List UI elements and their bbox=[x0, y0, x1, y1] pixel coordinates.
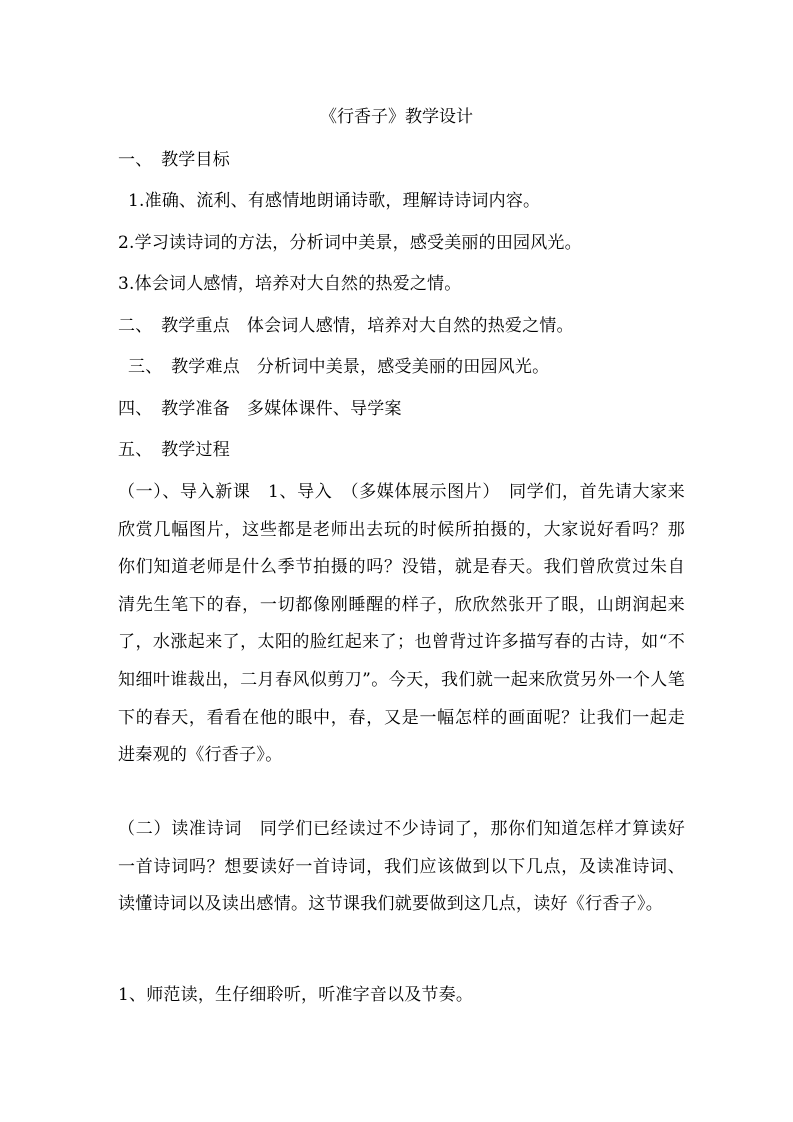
objective-item-3: 3.体会词人感情，培养对大自然的热爱之情。 bbox=[118, 274, 462, 294]
section-key-points bbox=[118, 316, 574, 336]
document-title: 《行香子》教学设计 bbox=[320, 107, 473, 127]
objective-item-1: 1.准确、流利、有感情地朗诵诗歌，理解诗诗词内容。 bbox=[128, 191, 541, 211]
section-heading-objectives: 一、 教学目标 bbox=[118, 150, 230, 170]
section-preparation bbox=[118, 399, 402, 419]
section-heading-preparation: 四、 教学准备 bbox=[118, 399, 230, 419]
section-heading-key-points: 二、 教学重点 bbox=[118, 316, 230, 336]
key-points-text: 体会词人感情，培养对大自然的热爱之情。 bbox=[246, 316, 574, 336]
section-heading-process: 五、 教学过程 bbox=[118, 440, 230, 460]
paragraph-introduction: （一）、导入新课 1、导入 （多媒体展示图片） 同学们，首先请大家来欣赏几幅图片，这些都是老师出去玩的时候所拍摄的，大家说好看吗？那你们知道老师是什么季节拍摄的吗？没错，就是春天。我们曾欣赏过朱自清先生笔下的春，一切都像刚睡醒的样子，欣欣然张开了眼，山朗润起来了，水涨起来了，太阳的脸红起来了；也曾背过许多描写春的古诗，如“不知细叶谁裁出，二月春风似剪刀”。今天，我们就一起来欣赏另外一个人笔下的春天，看看在他的眼中，春，又是一幅怎样的画面呢？让我们一起走进秦观的《行香子》。 bbox=[118, 482, 685, 766]
section-difficulties bbox=[128, 357, 549, 377]
objective-item-2: 2.学习读诗词的方法，分析词中美景，感受美丽的田园风光。 bbox=[118, 233, 582, 253]
difficulties-text: 分析词中美景，感受美丽的田园风光。 bbox=[256, 357, 550, 377]
preparation-text: 多媒体课件、导学案 bbox=[246, 399, 402, 419]
paragraph-reading: （二）读准诗词 同学们已经读过不少诗词了，那你们知道怎样才算读好一首诗词吗？想要读好一首诗词，我们应该做到以下几点，及读准诗词、读懂诗词以及读出感情。这节课我们就要做到这几点，读好《行香子》。 bbox=[118, 819, 685, 915]
process-step-1: 1、师范读，生仔细聆听，听准字音以及节奏。 bbox=[118, 985, 474, 1005]
section-heading-difficulties: 三、 教学难点 bbox=[128, 357, 240, 377]
